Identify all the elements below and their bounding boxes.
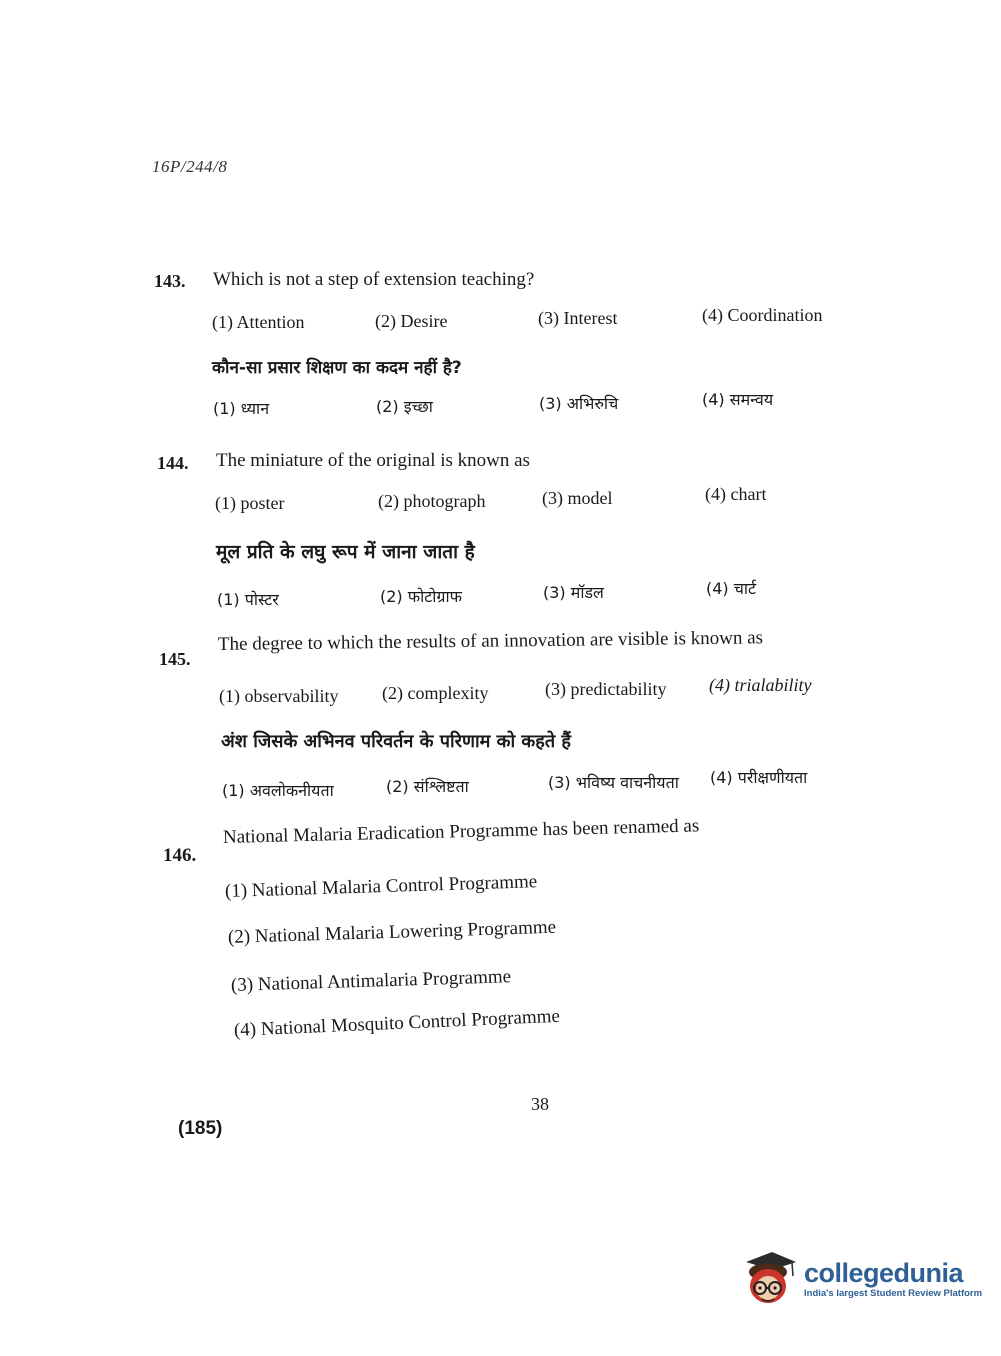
hindi-option: (4) परीक्षणीयता [710, 768, 808, 787]
option: (2) complexity [382, 683, 489, 703]
footer-code: (185) [178, 1118, 223, 1139]
option: (4) chart [705, 484, 767, 504]
option: (1) National Malaria Control Programme [224, 871, 538, 902]
collegedunia-logo [742, 1250, 982, 1308]
option: (4) Coordination [702, 305, 823, 325]
hindi-option: (4) चार्ट [706, 579, 757, 598]
hindi-question-text: अंश जिसके अभिनव परिवर्तन के परिणाम को कहते हैं [221, 731, 571, 752]
question-text: National Malaria Eradication Programme has been renamed as [222, 815, 700, 848]
hindi-option: (2) संश्लिष्टता [386, 777, 469, 796]
hindi-question-text: मूल प्रति के लघु रूप में जाना जाता है [216, 541, 475, 563]
question-number: 146. [163, 845, 197, 866]
option: (3) Interest [538, 308, 618, 328]
logo-tagline: India's largest Student Review Platform [804, 1288, 983, 1299]
logo-name: collegedunia [804, 1258, 964, 1288]
option: (1) Attention [212, 312, 305, 332]
option: (3) model [542, 488, 613, 508]
hindi-option: (4) समन्वय [702, 390, 774, 409]
option: (1) poster [215, 493, 285, 513]
hindi-option: (2) इच्छा [376, 397, 433, 416]
question-number: 144. [157, 453, 189, 473]
page-number: 38 [531, 1094, 549, 1114]
option: (3) National Antimalaria Programme [230, 966, 512, 996]
question-text: Which is not a step of extension teaching? [213, 269, 535, 290]
hindi-option: (3) भविष्य वाचनीयता [548, 773, 679, 792]
option: (4) trialability [709, 675, 812, 695]
hindi-option: (3) अभिरुचि [539, 394, 619, 413]
hindi-option: (2) फोटोग्राफ [380, 587, 462, 606]
hindi-option: (1) पोस्टर [217, 590, 279, 609]
option: (2) National Malaria Lowering Programme [227, 916, 557, 948]
hindi-option: (1) ध्यान [213, 399, 270, 418]
option: (1) observability [219, 686, 339, 706]
option: (2) Desire [375, 311, 448, 331]
hindi-question-text: कौन-सा प्रसार शिक्षण का कदम नहीं है? [212, 358, 462, 378]
hindi-option: (1) अवलोकनीयता [222, 781, 334, 800]
option: (4) National Mosquito Control Programme [233, 1005, 561, 1041]
option: (2) photograph [378, 491, 486, 511]
mascot-icon [742, 1250, 798, 1308]
question-text: The degree to which the results of an innovation are visible is known as [217, 627, 764, 655]
option: (3) predictability [545, 679, 667, 699]
question-number: 143. [154, 271, 186, 291]
question-text: The miniature of the original is known as [216, 450, 530, 471]
hindi-option: (3) मॉडल [543, 583, 604, 602]
paper-code: 16P/244/8 [152, 157, 228, 176]
question-number: 145. [159, 649, 191, 669]
